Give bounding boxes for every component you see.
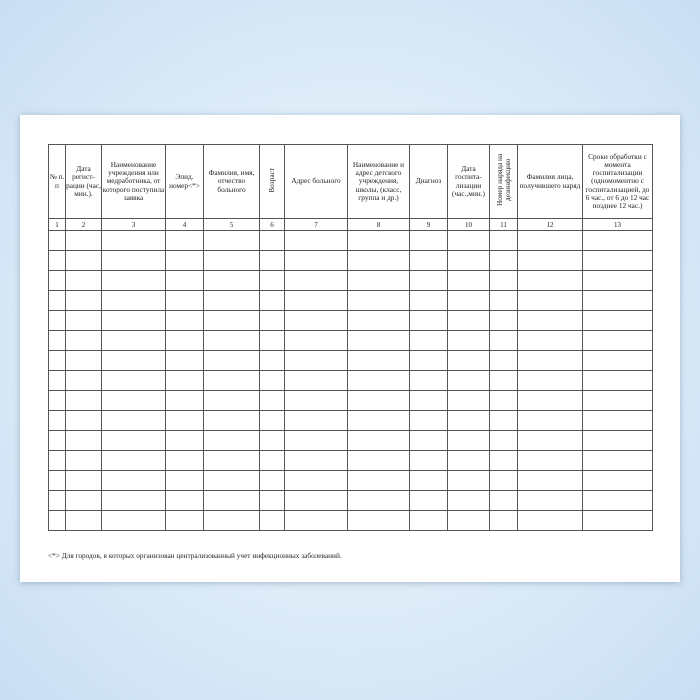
table-cell — [410, 231, 448, 251]
table-cell — [49, 351, 66, 371]
table-cell — [204, 291, 260, 311]
table-cell — [260, 451, 285, 471]
table-cell — [518, 371, 583, 391]
table-cell — [583, 431, 653, 451]
column-number: 2 — [66, 219, 102, 231]
table-cell — [166, 251, 204, 271]
column-number: 5 — [204, 219, 260, 231]
table-cell — [166, 331, 204, 351]
table-cell — [518, 511, 583, 531]
table-cell — [410, 451, 448, 471]
table-cell — [66, 511, 102, 531]
table-cell — [204, 271, 260, 291]
table-cell — [66, 231, 102, 251]
table-cell — [518, 251, 583, 271]
table-cell — [166, 511, 204, 531]
table-cell — [348, 451, 410, 471]
table-cell — [583, 471, 653, 491]
table-cell — [66, 251, 102, 271]
table-cell — [348, 311, 410, 331]
table-cell — [490, 291, 518, 311]
column-number: 9 — [410, 219, 448, 231]
table-cell — [66, 491, 102, 511]
table-cell — [166, 311, 204, 331]
table-cell — [204, 511, 260, 531]
table-cell — [410, 411, 448, 431]
table-cell — [448, 231, 490, 251]
table-cell — [448, 391, 490, 411]
table-cell — [518, 451, 583, 471]
table-row — [49, 331, 653, 351]
table-cell — [583, 351, 653, 371]
table-cell — [166, 491, 204, 511]
table-cell — [448, 251, 490, 271]
table-cell — [204, 411, 260, 431]
table-cell — [260, 431, 285, 451]
table-row — [49, 431, 653, 451]
table-cell — [518, 491, 583, 511]
table-cell — [102, 431, 166, 451]
table-cell — [348, 291, 410, 311]
table-cell — [448, 291, 490, 311]
table-cell — [410, 311, 448, 331]
column-number: 10 — [448, 219, 490, 231]
column-number-row — [49, 219, 653, 231]
table-row — [49, 391, 653, 411]
table-cell — [66, 411, 102, 431]
table-cell — [260, 231, 285, 251]
table-cell — [490, 391, 518, 411]
table-body — [49, 219, 653, 531]
table-cell — [518, 431, 583, 451]
table-cell — [410, 511, 448, 531]
table-cell — [102, 331, 166, 351]
table-cell — [490, 511, 518, 531]
table-cell — [204, 391, 260, 411]
table-cell — [285, 511, 348, 531]
table-cell — [490, 311, 518, 331]
table-cell — [348, 351, 410, 371]
table-cell — [102, 311, 166, 331]
table-row — [49, 251, 653, 271]
table-cell — [490, 371, 518, 391]
table-row — [49, 491, 653, 511]
table-cell — [285, 331, 348, 351]
table-cell — [448, 331, 490, 351]
table-cell — [518, 231, 583, 251]
table-cell — [102, 271, 166, 291]
column-number: 11 — [490, 219, 518, 231]
table-cell — [285, 291, 348, 311]
table-cell — [260, 351, 285, 371]
table-cell — [518, 271, 583, 291]
table-cell — [102, 411, 166, 431]
table-cell — [348, 431, 410, 451]
table-cell — [410, 471, 448, 491]
table-cell — [166, 391, 204, 411]
table-cell — [285, 231, 348, 251]
table-cell — [260, 291, 285, 311]
table-cell — [260, 491, 285, 511]
header-cell — [490, 145, 518, 219]
table-cell — [49, 491, 66, 511]
header-cell: Дата госпита-лизации (час.,мин.) — [448, 145, 490, 219]
table-cell — [285, 371, 348, 391]
table-cell — [204, 231, 260, 251]
table-cell — [348, 231, 410, 251]
table-cell — [166, 411, 204, 431]
table-cell — [204, 251, 260, 271]
table-cell — [260, 371, 285, 391]
table-cell — [490, 271, 518, 291]
header-cell: Наименование и адрес детского учреждения, школы, (класс, группа и др.) — [348, 145, 410, 219]
table-row — [49, 471, 653, 491]
table-cell — [49, 371, 66, 391]
table-cell — [102, 451, 166, 471]
table-cell — [518, 311, 583, 331]
table-cell — [285, 451, 348, 471]
table-cell — [410, 371, 448, 391]
table-cell — [348, 251, 410, 271]
table-cell — [348, 511, 410, 531]
column-number: 13 — [583, 219, 653, 231]
table-cell — [49, 271, 66, 291]
table-row — [49, 231, 653, 251]
table-cell — [448, 431, 490, 451]
table-cell — [410, 491, 448, 511]
header-cell: Фамилия лица, получившего наряд — [518, 145, 583, 219]
table-cell — [66, 331, 102, 351]
table-cell — [204, 451, 260, 471]
table-cell — [448, 351, 490, 371]
table-cell — [49, 311, 66, 331]
header-label-rotated: Возраст — [267, 168, 276, 193]
table-cell — [102, 371, 166, 391]
header-cell: Диагноз — [410, 145, 448, 219]
table-cell — [285, 411, 348, 431]
table-cell — [166, 451, 204, 471]
table-cell — [583, 291, 653, 311]
table-cell — [448, 411, 490, 431]
table-row — [49, 511, 653, 531]
table-row — [49, 371, 653, 391]
table-cell — [66, 451, 102, 471]
table-cell — [49, 411, 66, 431]
table-cell — [490, 331, 518, 351]
header-cell: Наименование учреждения или медработника, от которого поступила заявка — [102, 145, 166, 219]
table-cell — [518, 331, 583, 351]
table-cell — [410, 351, 448, 371]
table-cell — [583, 311, 653, 331]
table-cell — [204, 351, 260, 371]
table-cell — [204, 491, 260, 511]
table-cell — [518, 291, 583, 311]
table-cell — [518, 391, 583, 411]
column-number: 3 — [102, 219, 166, 231]
table-cell — [260, 411, 285, 431]
table-cell — [518, 351, 583, 371]
table-cell — [260, 331, 285, 351]
table-cell — [448, 471, 490, 491]
table-cell — [66, 311, 102, 331]
table-cell — [583, 271, 653, 291]
table-cell — [49, 471, 66, 491]
table-cell — [348, 491, 410, 511]
table-cell — [448, 271, 490, 291]
table-cell — [490, 451, 518, 471]
table-cell — [204, 331, 260, 351]
table-cell — [285, 431, 348, 451]
table-cell — [102, 291, 166, 311]
registration-journal-table — [48, 144, 653, 531]
table-cell — [49, 291, 66, 311]
table-cell — [66, 271, 102, 291]
table-cell — [448, 371, 490, 391]
table-cell — [348, 411, 410, 431]
table-cell — [49, 391, 66, 411]
table-cell — [285, 271, 348, 291]
table-row — [49, 351, 653, 371]
table-cell — [583, 511, 653, 531]
table-cell — [410, 391, 448, 411]
table-row — [49, 291, 653, 311]
table-cell — [166, 271, 204, 291]
table-cell — [348, 371, 410, 391]
table-cell — [490, 491, 518, 511]
table-cell — [102, 391, 166, 411]
table-row — [49, 271, 653, 291]
table-cell — [518, 471, 583, 491]
table-cell — [102, 491, 166, 511]
table-cell — [410, 251, 448, 271]
table-cell — [260, 271, 285, 291]
table-cell — [583, 411, 653, 431]
table-cell — [448, 451, 490, 471]
table-cell — [66, 431, 102, 451]
table-cell — [348, 471, 410, 491]
table-cell — [260, 251, 285, 271]
table-cell — [583, 451, 653, 471]
table-cell — [66, 371, 102, 391]
table-cell — [49, 451, 66, 471]
table-cell — [285, 391, 348, 411]
table-cell — [204, 311, 260, 331]
table-cell — [410, 431, 448, 451]
table-cell — [49, 431, 66, 451]
table-cell — [102, 251, 166, 271]
table-cell — [490, 431, 518, 451]
header-cell: Сроки обработки с момента госпитализации (одномоментно с госпитализацией, до 6 час., от 6 до 12 час позднее 12 час.) — [583, 145, 653, 219]
table-cell — [583, 371, 653, 391]
table-cell — [348, 271, 410, 291]
table-cell — [410, 271, 448, 291]
table-cell — [166, 371, 204, 391]
table-cell — [583, 231, 653, 251]
table-row — [49, 411, 653, 431]
table-cell — [204, 371, 260, 391]
column-number: 7 — [285, 219, 348, 231]
table-row — [49, 451, 653, 471]
table-cell — [583, 491, 653, 511]
header-cell: Адрес больного — [285, 145, 348, 219]
table-cell — [285, 311, 348, 331]
table-cell — [583, 391, 653, 411]
table-cell — [583, 331, 653, 351]
table-cell — [204, 471, 260, 491]
table-cell — [166, 291, 204, 311]
table-cell — [66, 471, 102, 491]
table-row — [49, 311, 653, 331]
table-cell — [166, 431, 204, 451]
header-cell: Дата регист-рации (час, мин.). — [66, 145, 102, 219]
table-cell — [166, 351, 204, 371]
column-number: 6 — [260, 219, 285, 231]
table-cell — [102, 471, 166, 491]
table-cell — [49, 331, 66, 351]
header-cell: Эпид. номер<*> — [166, 145, 204, 219]
table-cell — [166, 231, 204, 251]
table-cell — [490, 351, 518, 371]
table-cell — [260, 391, 285, 411]
table-cell — [518, 411, 583, 431]
table-cell — [410, 331, 448, 351]
table-cell — [166, 471, 204, 491]
table-cell — [66, 391, 102, 411]
table-cell — [49, 251, 66, 271]
table-cell — [410, 291, 448, 311]
header-cell: № п. п — [49, 145, 66, 219]
table-cell — [49, 231, 66, 251]
table-cell — [66, 351, 102, 371]
column-number: 12 — [518, 219, 583, 231]
table-cell — [490, 471, 518, 491]
table-cell — [583, 251, 653, 271]
table-cell — [102, 511, 166, 531]
header-cell: Фамилия, имя, отчество больного — [204, 145, 260, 219]
table-cell — [260, 311, 285, 331]
table-cell — [448, 511, 490, 531]
table-cell — [285, 351, 348, 371]
column-number: 1 — [49, 219, 66, 231]
header-label-rotated: Номер наряда на дезинфекцию — [494, 154, 512, 207]
table-cell — [348, 331, 410, 351]
table-cell — [490, 231, 518, 251]
table-cell — [448, 311, 490, 331]
table-cell — [448, 491, 490, 511]
table-cell — [66, 291, 102, 311]
table-cell — [285, 251, 348, 271]
table-cell — [490, 251, 518, 271]
table-cell — [260, 511, 285, 531]
table-cell — [285, 491, 348, 511]
table-cell — [490, 411, 518, 431]
footnote: <*> Для городов, в которых организован централизованный учет инфекционных заболеваний. — [48, 551, 342, 560]
table-cell — [204, 431, 260, 451]
table-cell — [348, 391, 410, 411]
table-cell — [49, 511, 66, 531]
column-number: 4 — [166, 219, 204, 231]
table-cell — [260, 471, 285, 491]
table-cell — [102, 351, 166, 371]
table-cell — [102, 231, 166, 251]
table-cell — [285, 471, 348, 491]
header-cell — [260, 145, 285, 219]
column-number: 8 — [348, 219, 410, 231]
header-row — [49, 145, 653, 219]
